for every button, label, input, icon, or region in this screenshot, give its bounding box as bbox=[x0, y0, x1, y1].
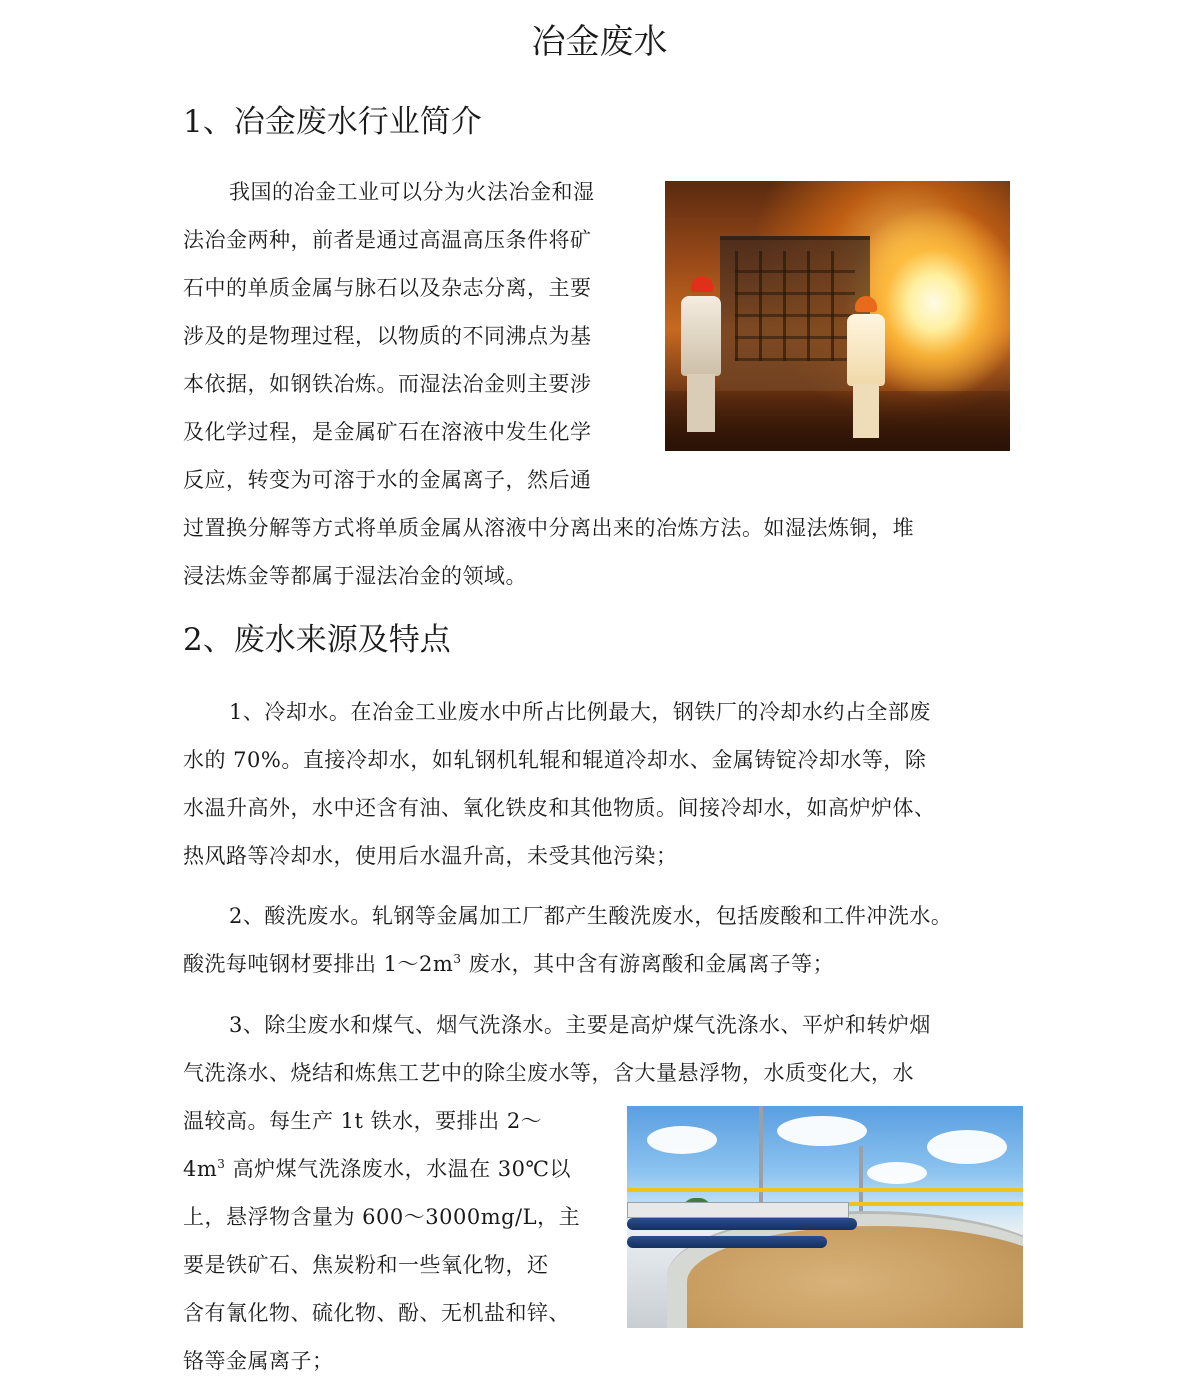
settling-tank-photo bbox=[627, 1106, 1023, 1328]
paragraph-line: 法冶金两种，前者是通过高温高压条件将矿 bbox=[183, 228, 592, 252]
paragraph-line: 过置换分解等方式将单质金属从溶液中分离出来的冶炼方法。如湿法炼铜，堆 bbox=[183, 516, 914, 540]
paragraph-line: 涉及的是物理过程，以物质的不同沸点为基 bbox=[183, 324, 592, 348]
paragraph-line: 铬等金属离子； bbox=[183, 1349, 334, 1373]
paragraph-line: 2、酸洗废水。轧钢等金属加工厂都产生酸洗废水，包括废酸和工件冲洗水。 bbox=[229, 904, 953, 928]
yellow-railing bbox=[627, 1188, 1023, 1192]
item-1-cooling-water bbox=[183, 688, 936, 880]
text-run: 高炉煤气洗涤废水，水温在 30℃以 bbox=[225, 1157, 571, 1181]
worker-figure-left bbox=[675, 276, 725, 436]
text-run: 酸洗每吨钢材要排出 1～2m bbox=[183, 952, 454, 976]
paragraph-line: 含有氰化物、硫化物、酚、无机盐和锌、 bbox=[183, 1301, 570, 1325]
paragraph-line: 我国的冶金工业可以分为火法冶金和湿 bbox=[229, 180, 595, 204]
cloud bbox=[647, 1126, 717, 1154]
paragraph-line bbox=[183, 940, 952, 988]
steel-furnace-photo bbox=[665, 181, 1010, 451]
superscript: 3 bbox=[217, 1157, 226, 1171]
section-1-heading: 1、冶金废水行业简介 bbox=[183, 104, 482, 140]
paragraph-line: 水的 70%。直接冷却水，如轧钢机轧辊和辊道冷却水、金属铸锭冷却水等，除 bbox=[183, 748, 927, 772]
paragraph-line: 要是铁矿石、焦炭粉和一些氧化物，还 bbox=[183, 1253, 549, 1277]
lamp-post bbox=[759, 1106, 763, 1216]
superscript: 3 bbox=[453, 952, 462, 966]
cloud bbox=[867, 1162, 927, 1184]
text-run: 4m bbox=[183, 1157, 218, 1181]
paragraph-line: 浸法炼金等都属于湿法冶金的领域。 bbox=[183, 564, 527, 588]
paragraph-line: 热风路等冷却水，使用后水温升高，未受其他污染； bbox=[183, 844, 678, 868]
blue-pipe bbox=[627, 1236, 827, 1248]
furnace-grate bbox=[735, 251, 855, 361]
paragraph-line: 及化学过程，是金属矿石在溶液中发生化学 bbox=[183, 420, 592, 444]
page-title: 冶金废水 bbox=[531, 22, 668, 62]
paragraph-line: 温较高。每生产 1t 铁水，要排出 2～ bbox=[183, 1109, 543, 1133]
blue-pipe bbox=[627, 1218, 857, 1230]
section-2-heading: 2、废水来源及特点 bbox=[183, 622, 451, 658]
walkway-bridge bbox=[627, 1202, 849, 1218]
paragraph-line: 上，悬浮物含量为 600～3000mg/L，主 bbox=[183, 1205, 581, 1229]
item-2-pickling-wastewater bbox=[183, 892, 952, 988]
paragraph-line: 本依据，如钢铁冶炼。而湿法冶金则主要涉 bbox=[183, 372, 592, 396]
paragraph-line: 3、除尘废水和煤气、烟气洗涤水。主要是高炉煤气洗涤水、平炉和转炉烟 bbox=[229, 1013, 931, 1037]
paragraph-line: 石中的单质金属与脉石以及杂志分离，主要 bbox=[183, 276, 592, 300]
paragraph-line: 1、冷却水。在冶金工业废水中所占比例最大，钢铁厂的冷却水约占全部废 bbox=[229, 700, 931, 724]
paragraph-line: 气洗涤水、烧结和炼焦工艺中的除尘废水等，含大量悬浮物，水质变化大，水 bbox=[183, 1061, 914, 1085]
cloud bbox=[777, 1116, 867, 1146]
text-run: 废水，其中含有游离酸和金属离子等； bbox=[461, 952, 835, 976]
paragraph-line: 水温升高外，水中还含有油、氧化铁皮和其他物质。间接冷却水，如高炉炉体、 bbox=[183, 796, 936, 820]
paragraph-line: 反应，转变为可溶于水的金属离子，然后通 bbox=[183, 468, 592, 492]
worker-figure-right bbox=[843, 296, 889, 441]
cloud bbox=[927, 1130, 1007, 1164]
